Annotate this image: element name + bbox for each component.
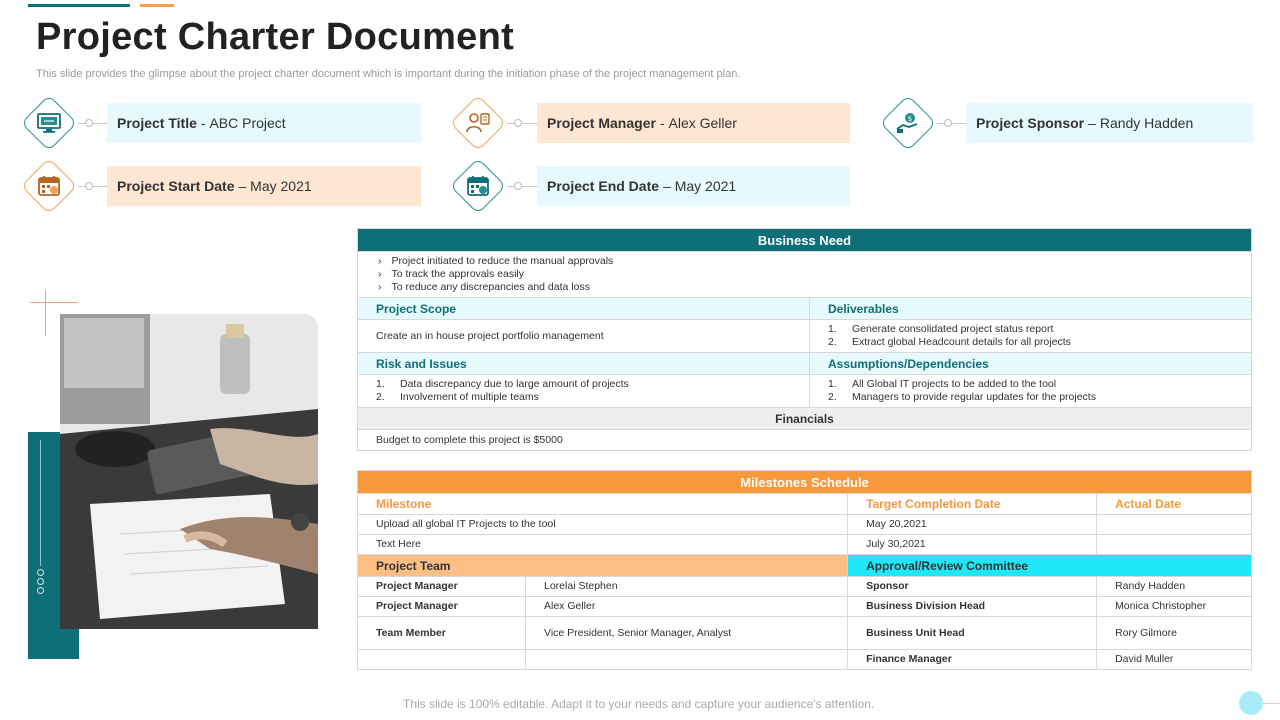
project-title-value: ABC Project — [209, 115, 286, 131]
target-date-cell: July 30,2021 — [848, 535, 1097, 555]
top-accent-orange — [140, 4, 174, 7]
decor-teal-line — [40, 440, 41, 566]
list-item: › Project initiated to reduce the manual approvals — [376, 255, 1233, 268]
approval-name-cell: Monica Christopher — [1097, 597, 1252, 617]
decor-dot — [37, 587, 44, 594]
project-sponsor-value: Randy Hadden — [1099, 115, 1194, 131]
project-title-label: Project Title — [117, 115, 197, 131]
calendar-end-icon — [449, 157, 507, 215]
approval-name-cell: David Muller — [1097, 650, 1252, 670]
project-sponsor-sep: – — [1088, 115, 1096, 131]
project-manager-sep: - — [659, 115, 665, 131]
team-role-cell: Team Member — [358, 617, 526, 650]
table-row — [358, 515, 1252, 535]
milestones-table — [357, 470, 1252, 670]
business-need-table — [357, 228, 1252, 451]
milestone-cell: Upload all global IT Projects to the tool — [358, 515, 848, 535]
target-date-cell: May 20,2021 — [848, 515, 1097, 535]
deliverables-list — [828, 323, 1233, 349]
col-target-date: Target Completion Date — [848, 494, 1097, 515]
project-start-value: May 2021 — [250, 178, 312, 194]
connector-line — [507, 123, 537, 124]
project-end-label: Project End Date — [547, 178, 660, 194]
team-name-cell: Alex Geller — [526, 597, 848, 617]
page-subtitle: This slide provides the glimpse about the project charter document which is important during the initiation phase of the project management plan. — [36, 68, 741, 80]
risk-issues-header: Risk and Issues — [358, 353, 810, 375]
project-team-header: Project Team — [358, 555, 848, 577]
actual-date-cell — [1097, 515, 1252, 535]
decor-dot — [37, 569, 44, 576]
project-manager-box — [537, 103, 850, 143]
list-item: › To reduce any discrepancies and data loss — [376, 281, 1233, 294]
risks-cell — [358, 375, 810, 408]
financials-text: Budget to complete this project is $5000 — [358, 430, 1252, 451]
team-name-cell: Lorelai Stephen — [526, 577, 848, 597]
project-title-sep: - — [200, 115, 206, 131]
team-role-cell: Project Manager — [358, 577, 526, 597]
list-item: › To track the approvals easily — [376, 268, 1233, 281]
page-title: Project Charter Document — [36, 16, 515, 58]
col-milestone: Milestone — [358, 494, 848, 515]
project-end-value: May 2021 — [674, 178, 737, 194]
table-row — [358, 650, 1252, 670]
decor-dot — [37, 578, 44, 585]
footer-note: This slide is 100% editable. Adapt it to your needs and capture your audience's attention. — [403, 697, 875, 711]
calendar-start-icon — [20, 157, 78, 215]
business-need-list — [376, 255, 1233, 294]
team-role-cell: Project Manager — [358, 597, 526, 617]
list-item: Involvement of multiple teams — [400, 391, 539, 403]
approval-role-cell: Business Unit Head — [848, 617, 1097, 650]
decor-corner-line — [1263, 703, 1280, 704]
list-item: Managers to provide regular updates for the projects — [852, 391, 1096, 403]
project-start-label: Project Start Date — [117, 178, 235, 194]
list-item: All Global IT projects to be added to the tool — [852, 378, 1057, 390]
project-manager-value: Alex Geller — [668, 115, 737, 131]
approval-role-cell: Business Division Head — [848, 597, 1097, 617]
risks-list — [376, 378, 791, 404]
approval-role-cell: Finance Manager — [848, 650, 1097, 670]
table-row — [358, 535, 1252, 555]
connector-dot — [944, 119, 952, 127]
list-item: Data discrepancy due to large amount of projects — [400, 378, 629, 390]
assumptions-cell — [810, 375, 1252, 408]
financials-header: Financials — [358, 408, 1252, 430]
business-need-list-cell — [358, 252, 1252, 298]
office-desk-photo — [60, 314, 318, 629]
project-title-box — [107, 103, 421, 143]
project-sponsor-label: Project Sponsor — [976, 115, 1085, 131]
connector-dot — [85, 182, 93, 190]
team-name-cell: Vice President, Senior Manager, Analyst — [526, 617, 848, 650]
approval-name-cell: Randy Hadden — [1097, 577, 1252, 597]
table-row — [358, 577, 1252, 597]
business-need-header: Business Need — [358, 229, 1252, 252]
actual-date-cell — [1097, 535, 1252, 555]
col-actual-date: Actual Date — [1097, 494, 1252, 515]
list-item: Generate consolidated project status report — [852, 323, 1054, 335]
approval-committee-header: Approval/Review Committee — [848, 555, 1252, 577]
table-row — [358, 617, 1252, 650]
assumptions-list — [828, 378, 1233, 404]
connector-dot — [85, 119, 93, 127]
manager-icon — [449, 94, 507, 152]
project-start-sep: – — [238, 178, 247, 194]
decor-corner-circle — [1239, 691, 1263, 715]
project-scope-header: Project Scope — [358, 298, 810, 320]
monitor-icon — [20, 94, 78, 152]
project-sponsor-box — [966, 103, 1253, 143]
deliverables-cell — [810, 320, 1252, 353]
project-end-sep: – — [663, 178, 671, 194]
sponsor-money-icon — [879, 94, 937, 152]
decor-cross-vertical — [45, 290, 46, 336]
list-item: Extract global Headcount details for all projects — [852, 336, 1071, 348]
milestone-cell: Text Here — [358, 535, 848, 555]
table-row — [358, 597, 1252, 617]
project-end-date-box — [537, 166, 850, 206]
team-role-cell — [358, 650, 526, 670]
connector-line — [507, 186, 537, 187]
connector-dot — [514, 119, 522, 127]
project-scope-text: Create an in house project portfolio management — [358, 320, 810, 353]
decor-cross-horizontal — [30, 302, 78, 303]
milestones-header: Milestones Schedule — [358, 471, 1252, 494]
deliverables-header: Deliverables — [810, 298, 1252, 320]
top-accent-teal — [28, 4, 130, 7]
project-start-date-box — [107, 166, 421, 206]
project-manager-label: Project Manager — [547, 115, 656, 131]
assumptions-header: Assumptions/Dependencies — [810, 353, 1252, 375]
team-name-cell — [526, 650, 848, 670]
connector-dot — [514, 182, 522, 190]
svg-text:$: $ — [907, 115, 913, 123]
approval-role-cell: Sponsor — [848, 577, 1097, 597]
approval-name-cell: Rory Gilmore — [1097, 617, 1252, 650]
